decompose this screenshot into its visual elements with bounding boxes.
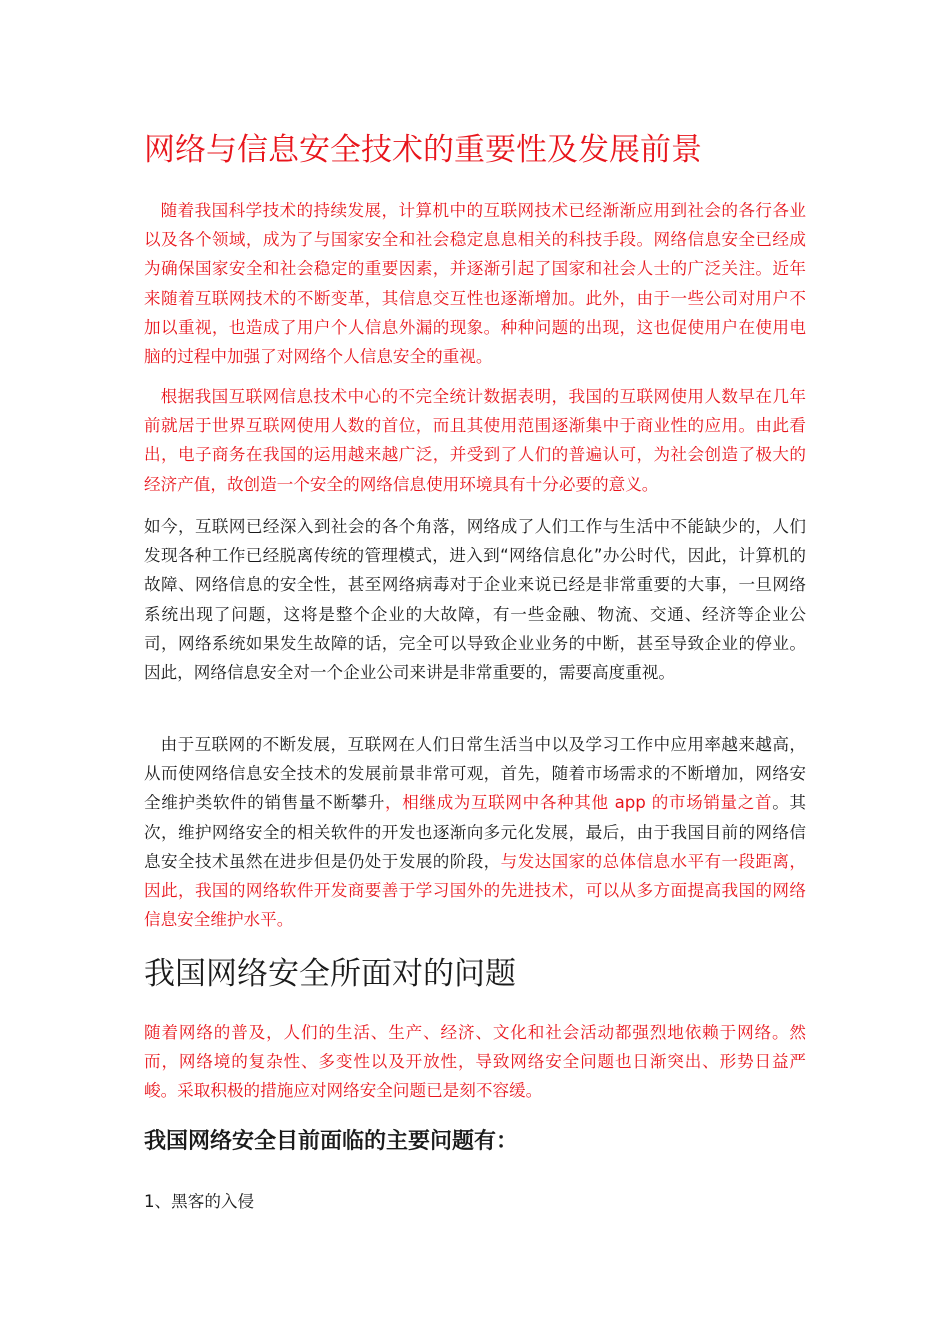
section-heading-problems: 我国网络安全所面对的问题	[144, 956, 516, 992]
document-title: 网络与信息安全技术的重要性及发展前景	[144, 132, 702, 168]
subheading-main-problems: 我国网络安全目前面临的主要问题有：	[144, 1129, 519, 1154]
paragraph-problems-intro: 随着网络的普及，人们的生活、生产、经济、文化和社会活动都强烈地依赖于网络。然而，网络境的复杂性、多变性以及开放性，导致网络安全问题也日渐突出、形势日益严峻。采取积极的措施应对网络安全问题已是刻不容缓。	[144, 1023, 806, 1101]
prospects-text-3: 。其次，维护网络安全的相关软件的开发也逐渐向多元化发展，最后，由于我国目前的网络信息安全技术虽然在进步但是仍处于发展的阶段，	[144, 793, 806, 871]
prospects-text-1: 由于互联网的不断发展，互联网在人们日常生活当中以及学习工作中应用率越来越高，从而使网络信息安全技术的发展前景非常可观，首先，随着市场需求的不断增加，网络安全维护类软件的销售量不断攀升	[144, 735, 806, 813]
list-item-hacker: 1、黑客的入侵	[144, 1192, 255, 1211]
paragraph-enterprise: 如今，互联网已经深入到社会的各个角落，网络成了人们工作与生活中不能缺少的，人们发现各种工作已经脱离传统的管理模式，进入到“网络信息化”办公时代，因此，计算机的故障、网络信息的安全性，甚至网络病毒对于企业来说已经是非常重要的大事，一旦网络系统出现了问题，这将是整个企业的大故障，有一些金融、物流、交通、经济等企业公司，网络系统如果发生故障的话，完全可以导致企业业务的中断，甚至导致企业的停业。因此，网络信息安全对一个企业公司来讲是非常重要的，需要高度重视。	[144, 517, 806, 683]
prospects-text-2: ，相继成为互联网中各种其他 app 的市场销量之首	[384, 793, 773, 813]
paragraph-prospects	[144, 730, 806, 934]
paragraph-statistics: 根据我国互联网信息技术中心的不完全统计数据表明，我国的互联网使用人数早在几年前就居于世界互联网使用人数的首位，而且其使用范围逐渐集中于商业性的应用。由此看出，电子商务在我国的运用越来越广泛，并受到了人们的普遍认可，为社会创造了极大的经济产值，故创造一个安全的网络信息使用环境具有十分必要的意义。	[144, 387, 806, 494]
paragraph-intro: 随着我国科学技术的持续发展，计算机中的互联网技术已经渐渐应用到社会的各行各业以及各个领域，成为了与国家安全和社会稳定息息相关的科技手段。网络信息安全已经成为确保国家安全和社会稳定的重要因素，并逐渐引起了国家和社会人士的广泛关注。近年来随着互联网技术的不断变革，其信息交互性也逐渐增加。此外，由于一些公司对用户不加以重视，也造成了用户个人信息外漏的现象。种种问题的出现，这也促使用户在使用电脑的过程中加强了对网络个人信息安全的重视。	[144, 201, 806, 367]
prospects-text-4: 与发达国家的总体信息水平有一段距离，因此，我国的网络软件开发商要善于学习国外的先进技术，可以从多方面提高我国的网络信息安全维护水平。	[144, 851, 806, 930]
